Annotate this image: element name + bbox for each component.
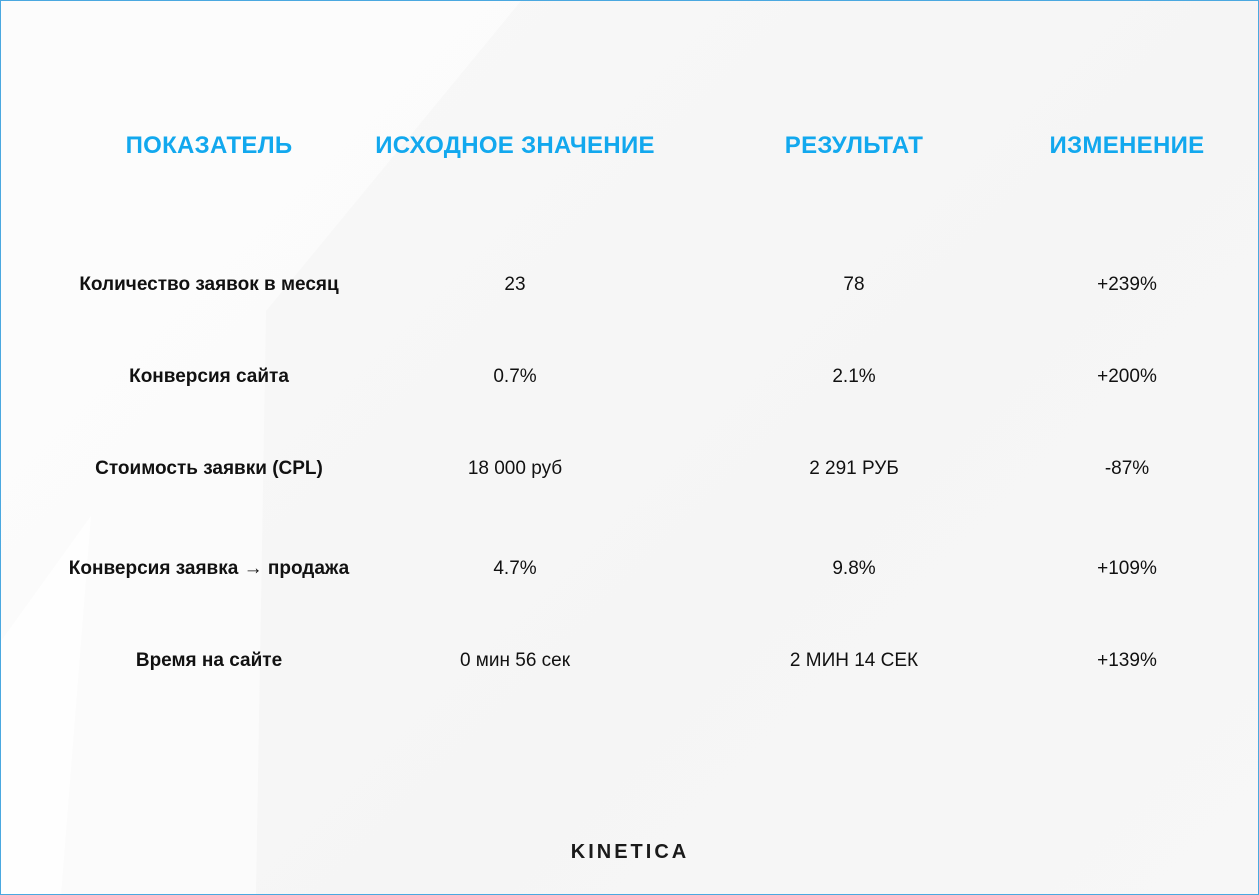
- row-initial-value: 0 мин 56 сек: [459, 650, 571, 671]
- row-label: Количество заявок в месяц: [79, 274, 339, 295]
- header-change: ИЗМЕНЕНИЕ: [1049, 132, 1205, 159]
- row-change: +109%: [1097, 558, 1157, 579]
- kinetica-logo: KINETICA: [570, 841, 690, 863]
- row-initial-value: 23: [504, 274, 526, 295]
- header-initial-value: ИСХОДНОЕ ЗНАЧЕНИЕ: [375, 132, 655, 159]
- row-result: 78: [843, 274, 865, 295]
- row-change: +139%: [1097, 650, 1157, 671]
- row-result: 2 МИН 14 СЕК: [789, 650, 919, 671]
- row-result: 2 291 РУБ: [809, 458, 899, 479]
- row-initial-value: 4.7%: [493, 558, 537, 579]
- row-change: -87%: [1104, 458, 1150, 479]
- row-label: Время на сайте: [135, 650, 283, 671]
- header-result: РЕЗУЛЬТАТ: [784, 132, 924, 159]
- row-change: +239%: [1097, 274, 1157, 295]
- row-initial-value: 18 000 руб: [467, 458, 563, 479]
- row-result: 9.8%: [832, 558, 876, 579]
- row-label: Конверсия заявка → продажа: [68, 558, 350, 579]
- header-indicator: ПОКАЗАТЕЛЬ: [125, 132, 293, 159]
- row-initial-value: 0.7%: [493, 366, 537, 387]
- row-result: 2.1%: [832, 366, 876, 387]
- row-label: Конверсия сайта: [129, 366, 289, 387]
- row-change: +200%: [1097, 366, 1157, 387]
- row-label: Стоимость заявки (CPL): [95, 458, 323, 479]
